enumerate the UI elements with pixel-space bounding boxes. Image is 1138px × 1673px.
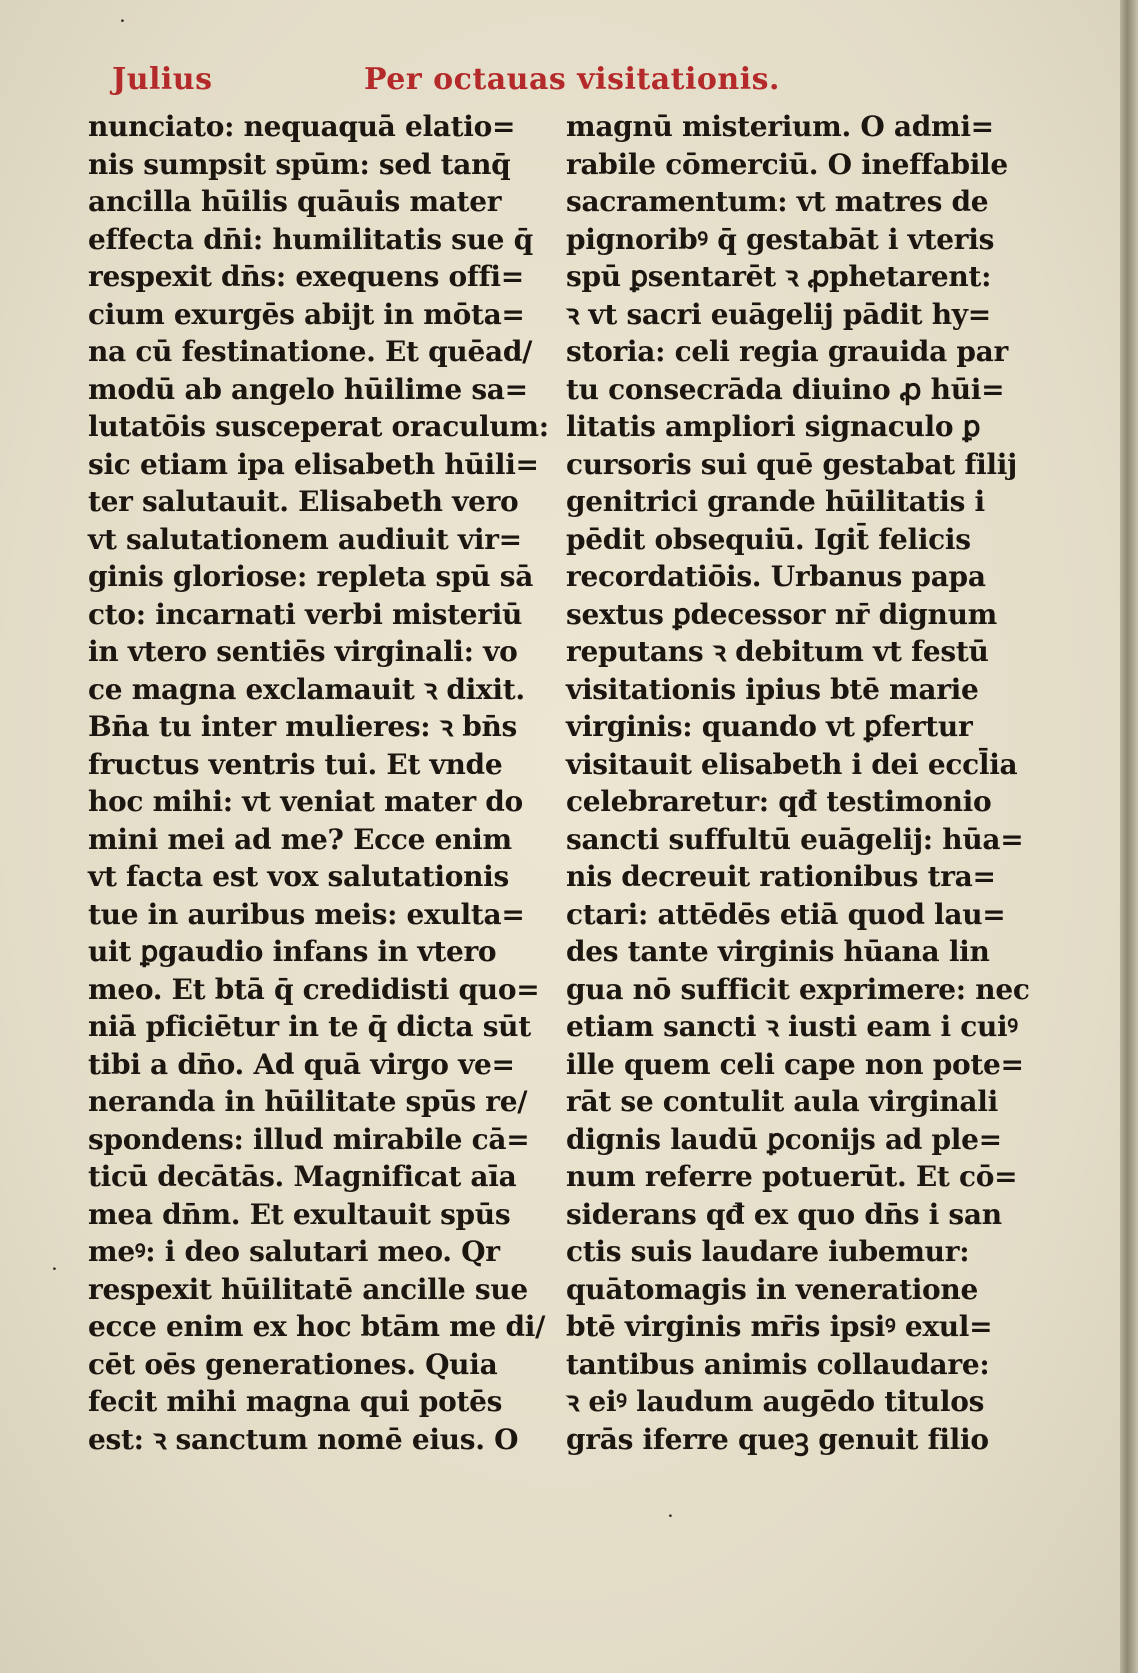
text-line: btē virginis mr̄is ipsiꝰ exul=	[566, 1310, 993, 1343]
text-line: ecce enim ex hoc btām me di/	[88, 1310, 546, 1343]
text-line: fructus ventris tui. Et vnde	[88, 747, 503, 781]
text-line: sacramentum: vt matres de	[566, 185, 989, 218]
text-line: litatis ampliori signaculo ꝑ	[566, 410, 981, 443]
text-line: celebraretur: qđ testimonio	[566, 785, 992, 818]
text-line: na cū festinatione. Et quēad/	[88, 335, 533, 368]
text-line: respexit dn̄s: exequens offi=	[88, 260, 524, 293]
text-line: genitrici grande hūilitatis i	[566, 485, 985, 518]
text-line: meo. Et btā q̄ credidisti quo=	[88, 972, 540, 1006]
text-line: cium exurgēs abijt in mōta=	[88, 297, 525, 331]
text-line: gua nō sufficit exprimere: nec	[566, 972, 1030, 1006]
text-line: siderans qđ ex quo dn̄s i san	[566, 1197, 1002, 1231]
text-line: mini mei ad me? Ecce enim	[88, 822, 512, 856]
text-line: tibi a dn̄o. Ad quā virgo ve=	[88, 1047, 515, 1081]
text-line: Bn̄a tu inter mulieres: ꝛ bn̄s	[88, 710, 518, 743]
text-line: respexit hūilitatē ancille sue	[88, 1272, 528, 1306]
text-line: tue in auribus meis: exulta=	[88, 897, 525, 931]
text-line: hoc mihi: vt veniat mater do	[88, 785, 523, 818]
text-line: fecit mihi magna qui potēs	[88, 1385, 503, 1418]
text-line: grās iferre queꝫ genuit filio	[566, 1422, 989, 1456]
text-line: in vtero sentiēs virginali: vo	[88, 635, 518, 668]
text-line: lutatōis susceperat oraculum:	[88, 410, 549, 443]
text-line: ter salutauit. Elisabeth vero	[88, 485, 519, 518]
header-month: Julius	[112, 62, 213, 97]
text-line: ancilla hūilis quāuis mater	[88, 185, 502, 218]
text-line: pignoribꝰ q̄ gestabāt i vteris	[566, 222, 995, 256]
text-line: recordatiōis. Urbanus papa	[566, 560, 986, 593]
running-header	[112, 62, 1012, 110]
text-line: rāt se contulit aula virginali	[566, 1085, 998, 1118]
text-line: ticū decātās. Magnificat aīa	[88, 1160, 517, 1193]
text-line: tantibus animis collaudare:	[566, 1347, 990, 1381]
text-line: ctari: attēdēs etiā quod lau=	[566, 897, 1006, 931]
text-line: ctis suis laudare iubemur:	[566, 1235, 970, 1268]
book-fore-edge	[1120, 0, 1138, 1673]
text-line: ille quem celi cape non pote=	[566, 1047, 1024, 1081]
text-line: virginis: quando vt ꝑfertur	[566, 710, 973, 743]
text-line: reputans ꝛ debitum vt festū	[566, 635, 989, 668]
text-line: est: ꝛ sanctum nomē eius. O	[88, 1422, 519, 1456]
text-line: mea dn̄m. Et exultauit spūs	[88, 1197, 511, 1231]
header-title: Per octauas visitationis.	[364, 62, 780, 97]
text-line: sic etiam ipa elisabeth hūili=	[88, 447, 539, 481]
text-line: ꝛ eiꝰ laudum augēdo titulos	[566, 1385, 985, 1418]
text-line: des tante virginis hūana lin	[566, 935, 990, 968]
text-line: pēdit obsequiū. Igit̄ felicis	[566, 522, 971, 556]
text-line: nunciato: nequaquā elatio=	[88, 110, 516, 143]
text-line: sextus ꝑdecessor nr̄ dignum	[566, 597, 997, 631]
text-line: num referre potuerūt. Et cō=	[566, 1160, 1018, 1193]
text-line: uit ꝑgaudio infans in vtero	[88, 935, 497, 968]
text-line: spū ꝑsentarēt ꝛ ꝓphetarent:	[566, 260, 992, 293]
text-line: spondens: illud mirabile cā=	[88, 1122, 530, 1156]
ink-speck: .	[120, 10, 125, 26]
text-line: meꝰ: i deo salutari meo. Qr	[88, 1235, 500, 1268]
ink-speck: .	[668, 1505, 673, 1521]
text-line: quātomagis in veneratione	[566, 1272, 978, 1306]
text-line: neranda in hūilitate spūs re/	[88, 1085, 528, 1118]
text-line: effecta dn̄i: humilitatis sue q̄	[88, 222, 533, 256]
text-line: visitationis ipius btē marie	[566, 672, 979, 706]
left-text-column	[88, 108, 548, 1458]
text-line: modū ab angelo hūilime sa=	[88, 372, 528, 406]
text-line: storia: celi regia grauida par	[566, 335, 1008, 368]
right-text-column	[566, 108, 1036, 1458]
text-line: ce magna exclamauit ꝛ dixit.	[88, 672, 525, 706]
text-line: dignis laudū ꝑconijs ad ple=	[566, 1122, 1002, 1156]
text-line: sancti suffultū euāgelij: hūa=	[566, 822, 1024, 856]
text-line: cursoris sui quē gestabat filij	[566, 447, 1017, 481]
text-line: cto: incarnati verbi misteriū	[88, 597, 523, 631]
text-line: rabile cōmerciū. O ineffabile	[566, 147, 1008, 181]
text-line: visitauit elisabeth i dei eccl̄ia	[566, 747, 1018, 781]
text-line: vt facta est vox salutationis	[88, 860, 509, 893]
text-line: ginis gloriose: repleta spū sā	[88, 560, 534, 593]
text-line: tu consecrāda diuino ꝓ hūi=	[566, 372, 1005, 406]
text-line: magnū misterium. O admi=	[566, 110, 994, 143]
text-line: vt salutationem audiuit vir=	[88, 522, 522, 556]
text-line: etiam sancti ꝛ iusti eam i cuiꝰ	[566, 1010, 1018, 1043]
text-line: nis sumpsit spūm: sed tanq̄	[88, 147, 511, 181]
text-line: cēt oēs generationes. Quia	[88, 1347, 498, 1381]
text-line: nis decreuit rationibus tra=	[566, 860, 996, 893]
text-line: niā pficiētur in te q̄ dicta sūt	[88, 1010, 531, 1043]
ink-speck: .	[52, 1258, 57, 1274]
text-line: ꝛ vt sacri euāgelij pādit hy=	[566, 297, 991, 331]
